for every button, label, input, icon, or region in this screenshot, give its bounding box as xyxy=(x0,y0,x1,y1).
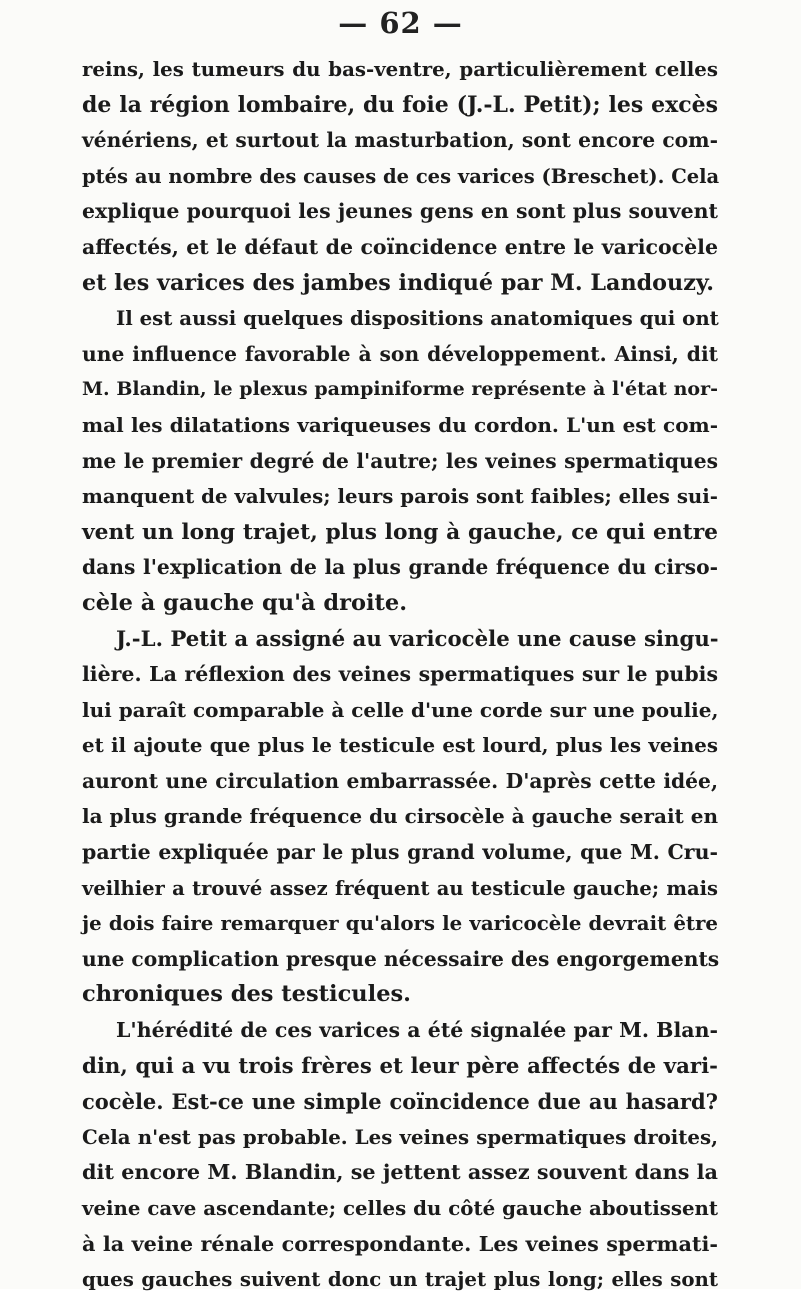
text-line: cèle à gauche qu'à droite. xyxy=(82,589,408,616)
text-line: veilhier a trouvé assez fréquent au testicule gauche; mais xyxy=(82,876,718,900)
text-line: dit encore M. Blandin, se jettent assez souvent dans la xyxy=(82,1160,718,1185)
text-line: affectés, et le défaut de coïncidence entre le varicocèle xyxy=(82,234,718,259)
page-number: — 62 — xyxy=(338,6,463,40)
text-line: explique pourquoi les jeunes gens en sont plus souvent xyxy=(82,199,718,224)
text-line: veine cave ascendante; celles du côté gauche aboutissent xyxy=(82,1196,718,1220)
paragraph-first-line: Il est aussi quelques dispositions anatomiques qui ont xyxy=(116,306,719,331)
text-line: lière. La réflexion des veines spermatiques sur le pubis xyxy=(82,662,718,687)
text-line: cocèle. Est-ce une simple coïncidence due au hasard? xyxy=(82,1089,718,1115)
text-line: chroniques des testicules. xyxy=(82,981,412,1008)
text-line: une complication presque nécessaire des engorgements xyxy=(82,946,720,971)
text-line: dans l'explication de la plus grande fréquence du cirso- xyxy=(82,555,718,580)
paragraph-first-line: J.-L. Petit a assigné au varicocèle une cause singu- xyxy=(116,626,719,652)
text-line: M. Blandin, le plexus pampiniforme représente à l'état nor- xyxy=(82,378,718,401)
text-line: din, qui a vu trois frères et leur père affectés de vari- xyxy=(82,1053,718,1079)
text-line: manquent de valvules; leurs parois sont faibles; elles sui- xyxy=(82,484,718,509)
text-line: et il ajoute que plus le testicule est lourd, plus les veines xyxy=(82,733,718,758)
text-line: vénériens, et surtout la masturbation, sont encore com- xyxy=(82,128,718,153)
text-line: Cela n'est pas probable. Les veines spermatiques droites, xyxy=(82,1124,718,1149)
text-line: lui paraît comparable à celle d'une corde sur une poulie, xyxy=(82,697,719,722)
text-line: vent un long trajet, plus long à gauche, ce qui entre xyxy=(82,519,718,545)
text-line: une influence favorable à son développement. Ainsi, dit xyxy=(82,341,718,366)
text-line: et les varices des jambes indiqué par M. Landouzy. xyxy=(82,269,714,296)
text-line: la plus grande fréquence du cirsocèle à gauche serait en xyxy=(82,804,719,829)
text-line: partie expliquée par le plus grand volume, que M. Cru- xyxy=(82,840,718,865)
text-line: ques gauches suivent donc un trajet plus long; elles sont xyxy=(82,1267,718,1292)
text-line: mal les dilatations variqueuses du cordon. L'un est com- xyxy=(82,412,718,437)
paragraph-first-line: L'hérédité de ces varices a été signalée par M. Blan- xyxy=(116,1018,718,1043)
text-line: de la région lombaire, du foie (J.-L. Petit); les excès xyxy=(82,91,718,118)
body-text xyxy=(82,52,718,1298)
text-line: je dois faire remarquer qu'alors le varicocèle devrait être xyxy=(82,911,718,936)
text-line: à la veine rénale correspondante. Les veines spermati- xyxy=(82,1231,718,1256)
text-line: me le premier degré de l'autre; les veines spermatiques xyxy=(82,448,718,473)
text-line: auront une circulation embarrassée. D'après cette idée, xyxy=(82,768,718,793)
text-line: ptés au nombre des causes de ces varices (Breschet). Cela xyxy=(82,164,720,188)
text-line: reins, les tumeurs du bas-ventre, particulièrement celles xyxy=(82,57,718,81)
